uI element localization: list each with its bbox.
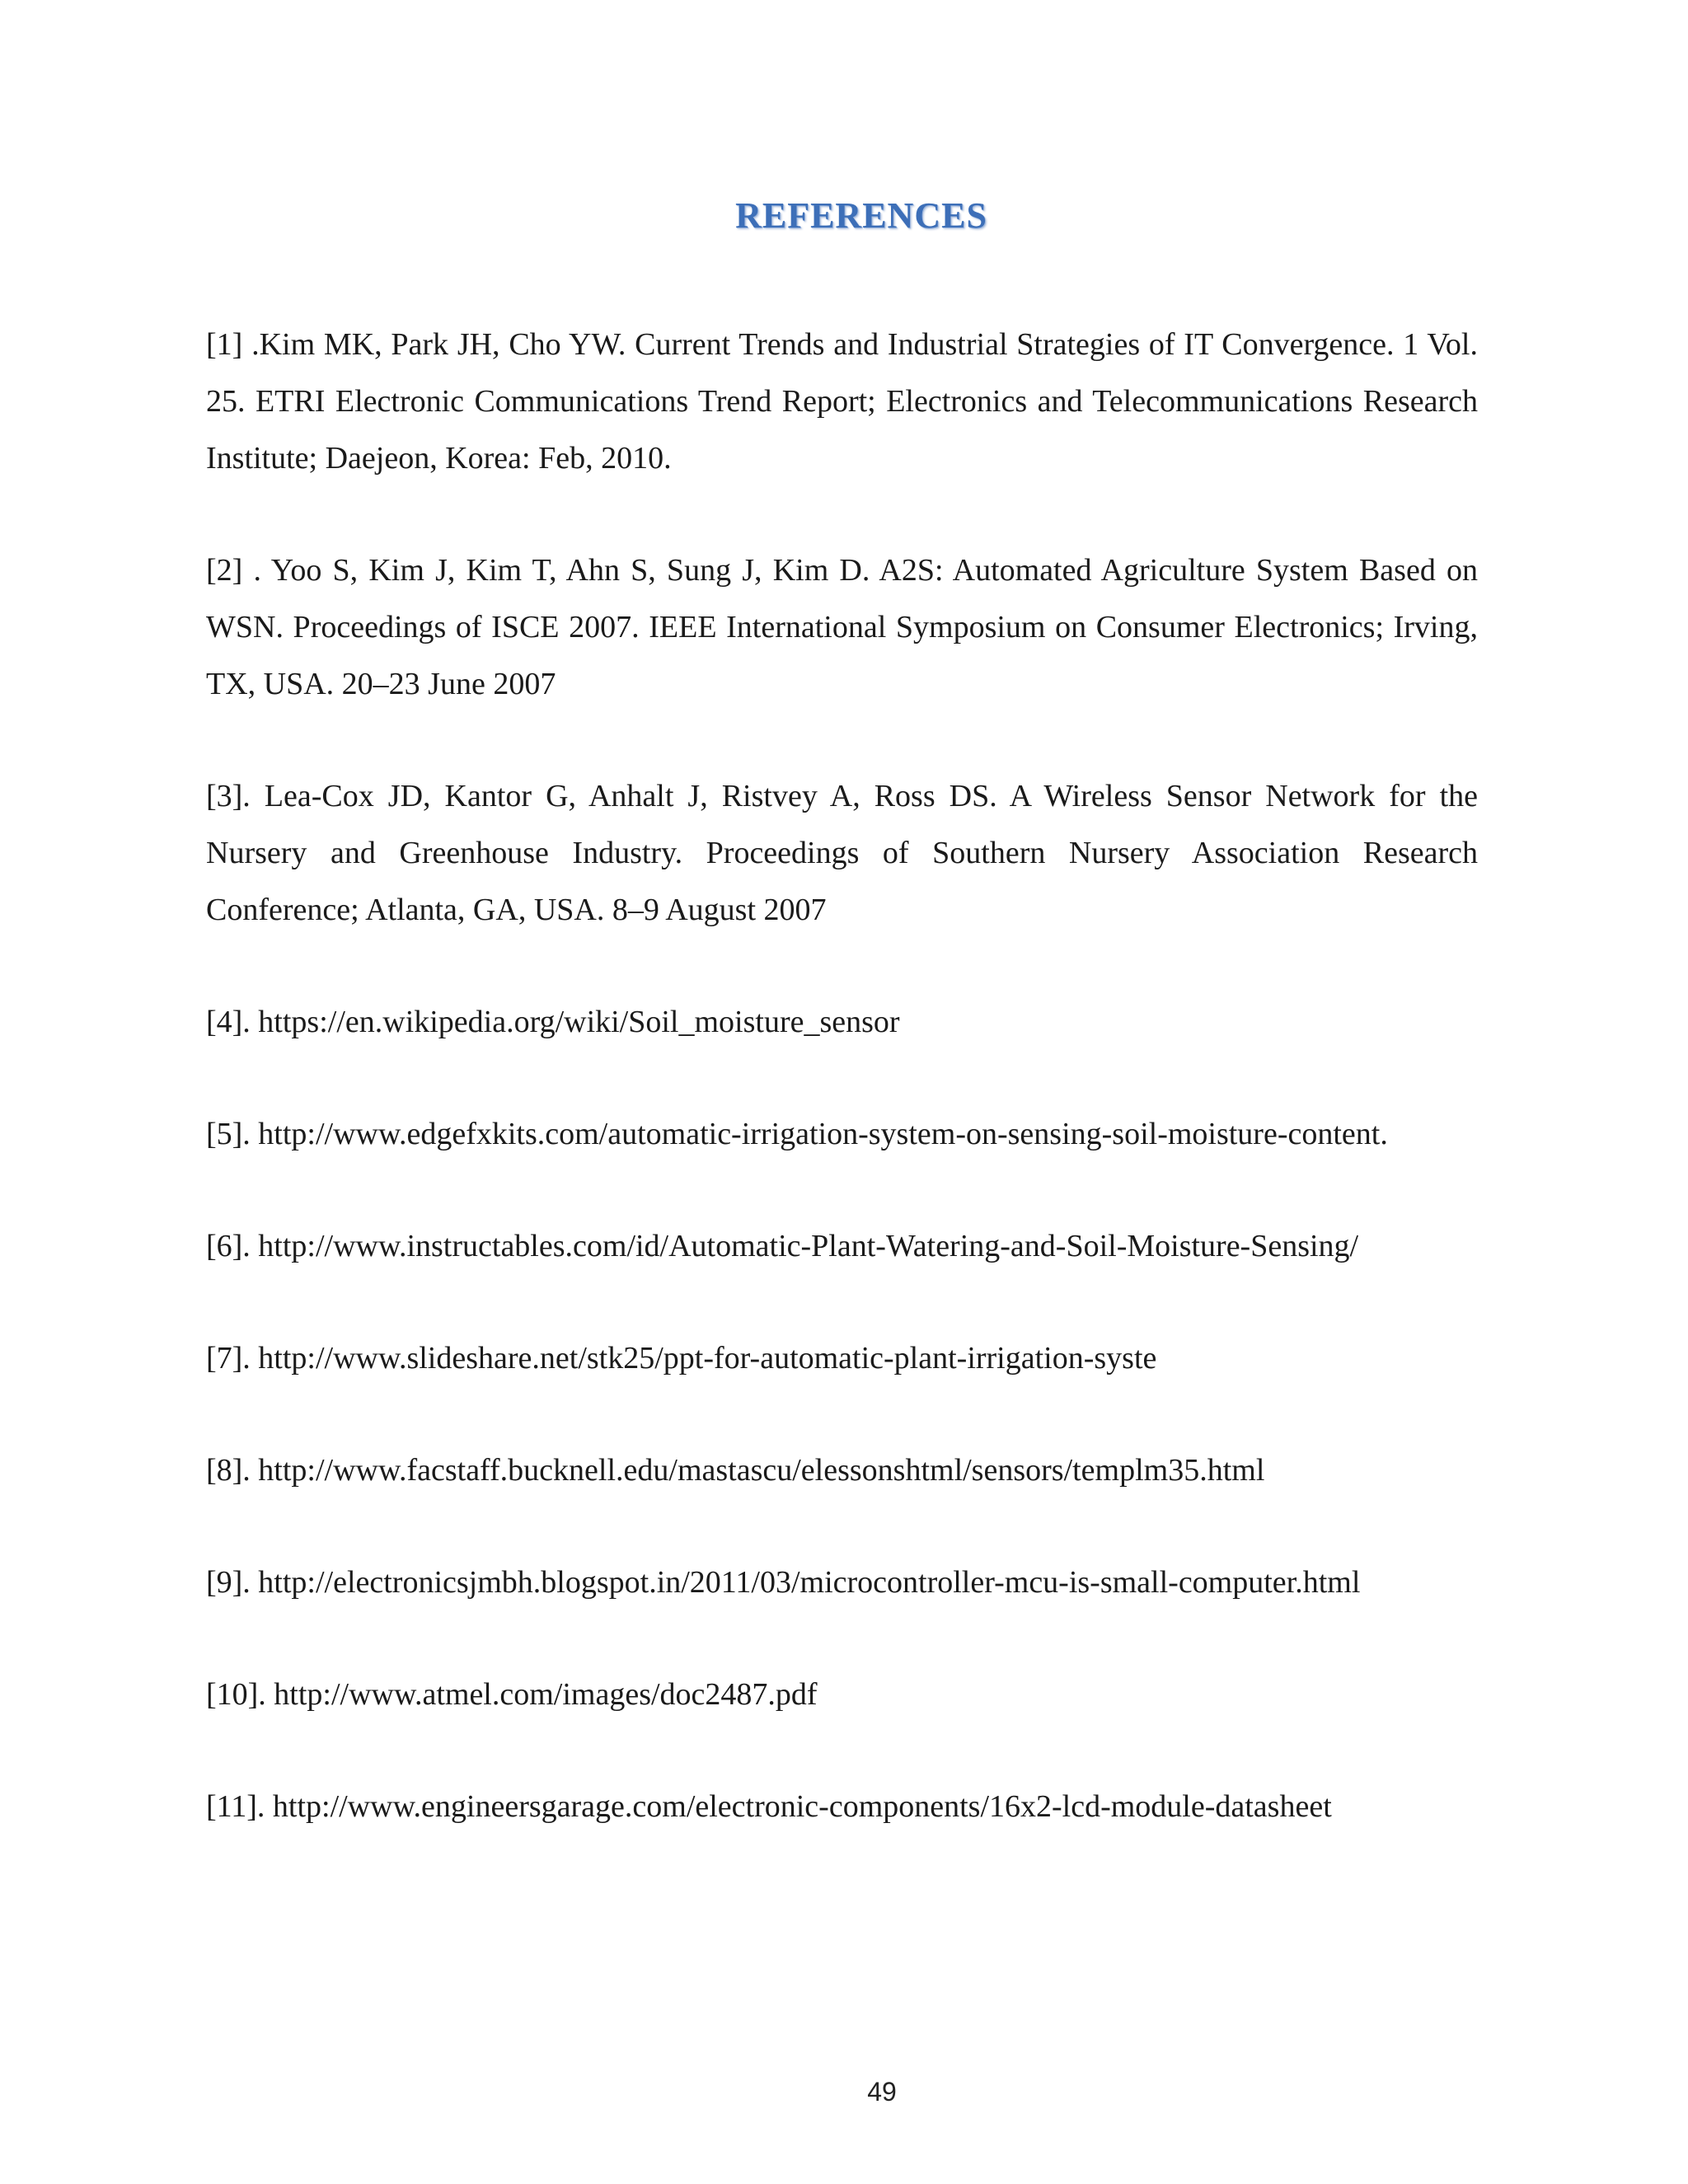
reference-item-6: [6]. http://www.instructables.com/id/Automatic-Plant-Watering-and-Soil-Moisture-Sensing/: [206, 1229, 1359, 1263]
page-number: 49: [867, 2077, 897, 2107]
reference-item-3: [3]. Lea-Cox JD, Kantor G, Anhalt J, Ristvey A, Ross DS. A Wireless Sensor Network for the Nursery and Greenhouse Industry. Proceedings of Southern Nursery Association Research Conference; Atlanta, GA, USA. 8–9 August 2007: [206, 779, 1478, 927]
reference-item-8: [8]. http://www.facstaff.bucknell.edu/mastascu/elessonshtml/sensors/templm35.html: [206, 1453, 1265, 1488]
reference-item-10: [10]. http://www.atmel.com/images/doc2487.pdf: [206, 1677, 818, 1712]
reference-item-2: [2] . Yoo S, Kim J, Kim T, Ahn S, Sung J, Kim D. A2S: Automated Agriculture System Based on WSN. Proceedings of ISCE 2007. IEEE International Symposium on Consumer Electronics; Irving, TX, USA. 20–23 June 2007: [206, 553, 1478, 701]
reference-item-7: [7]. http://www.slideshare.net/stk25/ppt-for-automatic-plant-irrigation-syste: [206, 1341, 1157, 1376]
page-title: REFERENCES: [735, 195, 987, 236]
reference-item-5: [5]. http://www.edgefxkits.com/automatic-irrigation-system-on-sensing-soil-moisture-content.: [206, 1117, 1388, 1151]
reference-item-4: [4]. https://en.wikipedia.org/wiki/Soil_moisture_sensor: [206, 1005, 900, 1039]
reference-item-11: [11]. http://www.engineersgarage.com/electronic-components/16x2-lcd-module-datasheet: [206, 1789, 1332, 1824]
reference-list: [206, 316, 1478, 1835]
reference-item-1: [1] .Kim MK, Park JH, Cho YW. Current Trends and Industrial Strategies of IT Convergence. 1 Vol. 25. ETRI Electronic Communications Trend Report; Electronics and Telecommunications Research Institute; Daejeon, Korea: Feb, 2010.: [206, 327, 1478, 476]
reference-item-9: [9]. http://electronicsjmbh.blogspot.in/2011/03/microcontroller-mcu-is-small-computer.html: [206, 1565, 1361, 1600]
